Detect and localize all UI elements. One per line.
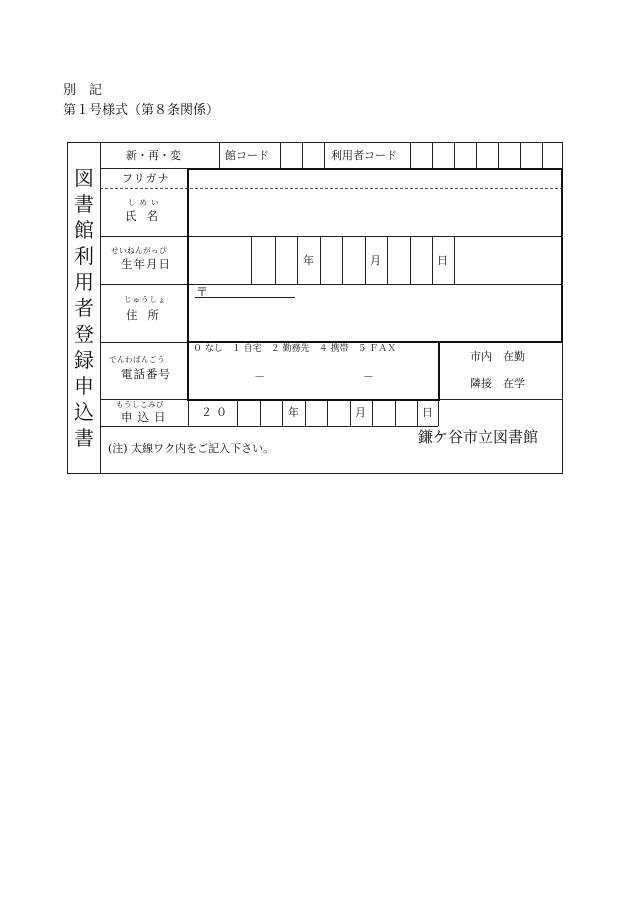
note-text: (注) 太線ワク内をご記入下さい。: [108, 442, 275, 455]
birth-year-unit: 年: [303, 254, 314, 267]
registration-type: 新・再・変: [126, 149, 181, 162]
residence-adjacent: 隣接 在学: [470, 377, 525, 390]
entry-frame-phone: [187, 341, 440, 401]
form-number: 第１号様式（第８条関係）: [63, 103, 220, 118]
library-code-label: 館コード: [225, 149, 269, 162]
birth-label: 生年月日: [121, 257, 171, 271]
phone-ruby: でんわばんごう: [109, 355, 165, 364]
postal-mark: 〒: [196, 285, 209, 299]
entry-frame-main: [187, 168, 563, 343]
user-code-label: 利用者コード: [331, 149, 397, 162]
phone-dash-2: －: [363, 370, 374, 383]
apply-day-unit: 日: [422, 406, 433, 419]
title-divider: [100, 142, 101, 474]
name-label: 氏名: [125, 209, 168, 223]
apply-ruby: もうしこみび: [116, 400, 164, 409]
address-label: 住所: [126, 308, 169, 322]
library-name: 鎌ケ谷市立図書館: [418, 428, 539, 446]
residence-city: 市内 在勤: [470, 350, 525, 363]
phone-type-options: ０ なし １ 自宅 ２ 勤務先 ４ 携帯 ５ ＦＡＸ: [193, 344, 397, 354]
birth-day-unit: 日: [437, 254, 448, 267]
phone-dash-1: －: [254, 370, 265, 383]
user-code-field[interactable]: [411, 143, 562, 168]
name-ruby: しめい: [128, 198, 163, 207]
furigana-label: フリガナ: [122, 172, 170, 185]
apply-year-unit: 年: [288, 406, 299, 419]
library-code-field[interactable]: [281, 143, 324, 168]
apply-month-unit: 月: [355, 406, 366, 419]
annex-label: 別 記: [63, 83, 103, 98]
address-ruby: じゅうしょ: [124, 295, 167, 304]
apply-date-field[interactable]: [189, 400, 438, 426]
birth-month-unit: 月: [370, 254, 381, 267]
phone-label: 電話番号: [121, 367, 171, 381]
birth-ruby: せいねんがっぴ: [111, 246, 167, 255]
apply-label: 申込日: [121, 410, 171, 424]
apply-era: ２０: [201, 406, 231, 419]
form-title: 図 書 館 利 用 者 登 録 申 込 書: [74, 166, 94, 450]
